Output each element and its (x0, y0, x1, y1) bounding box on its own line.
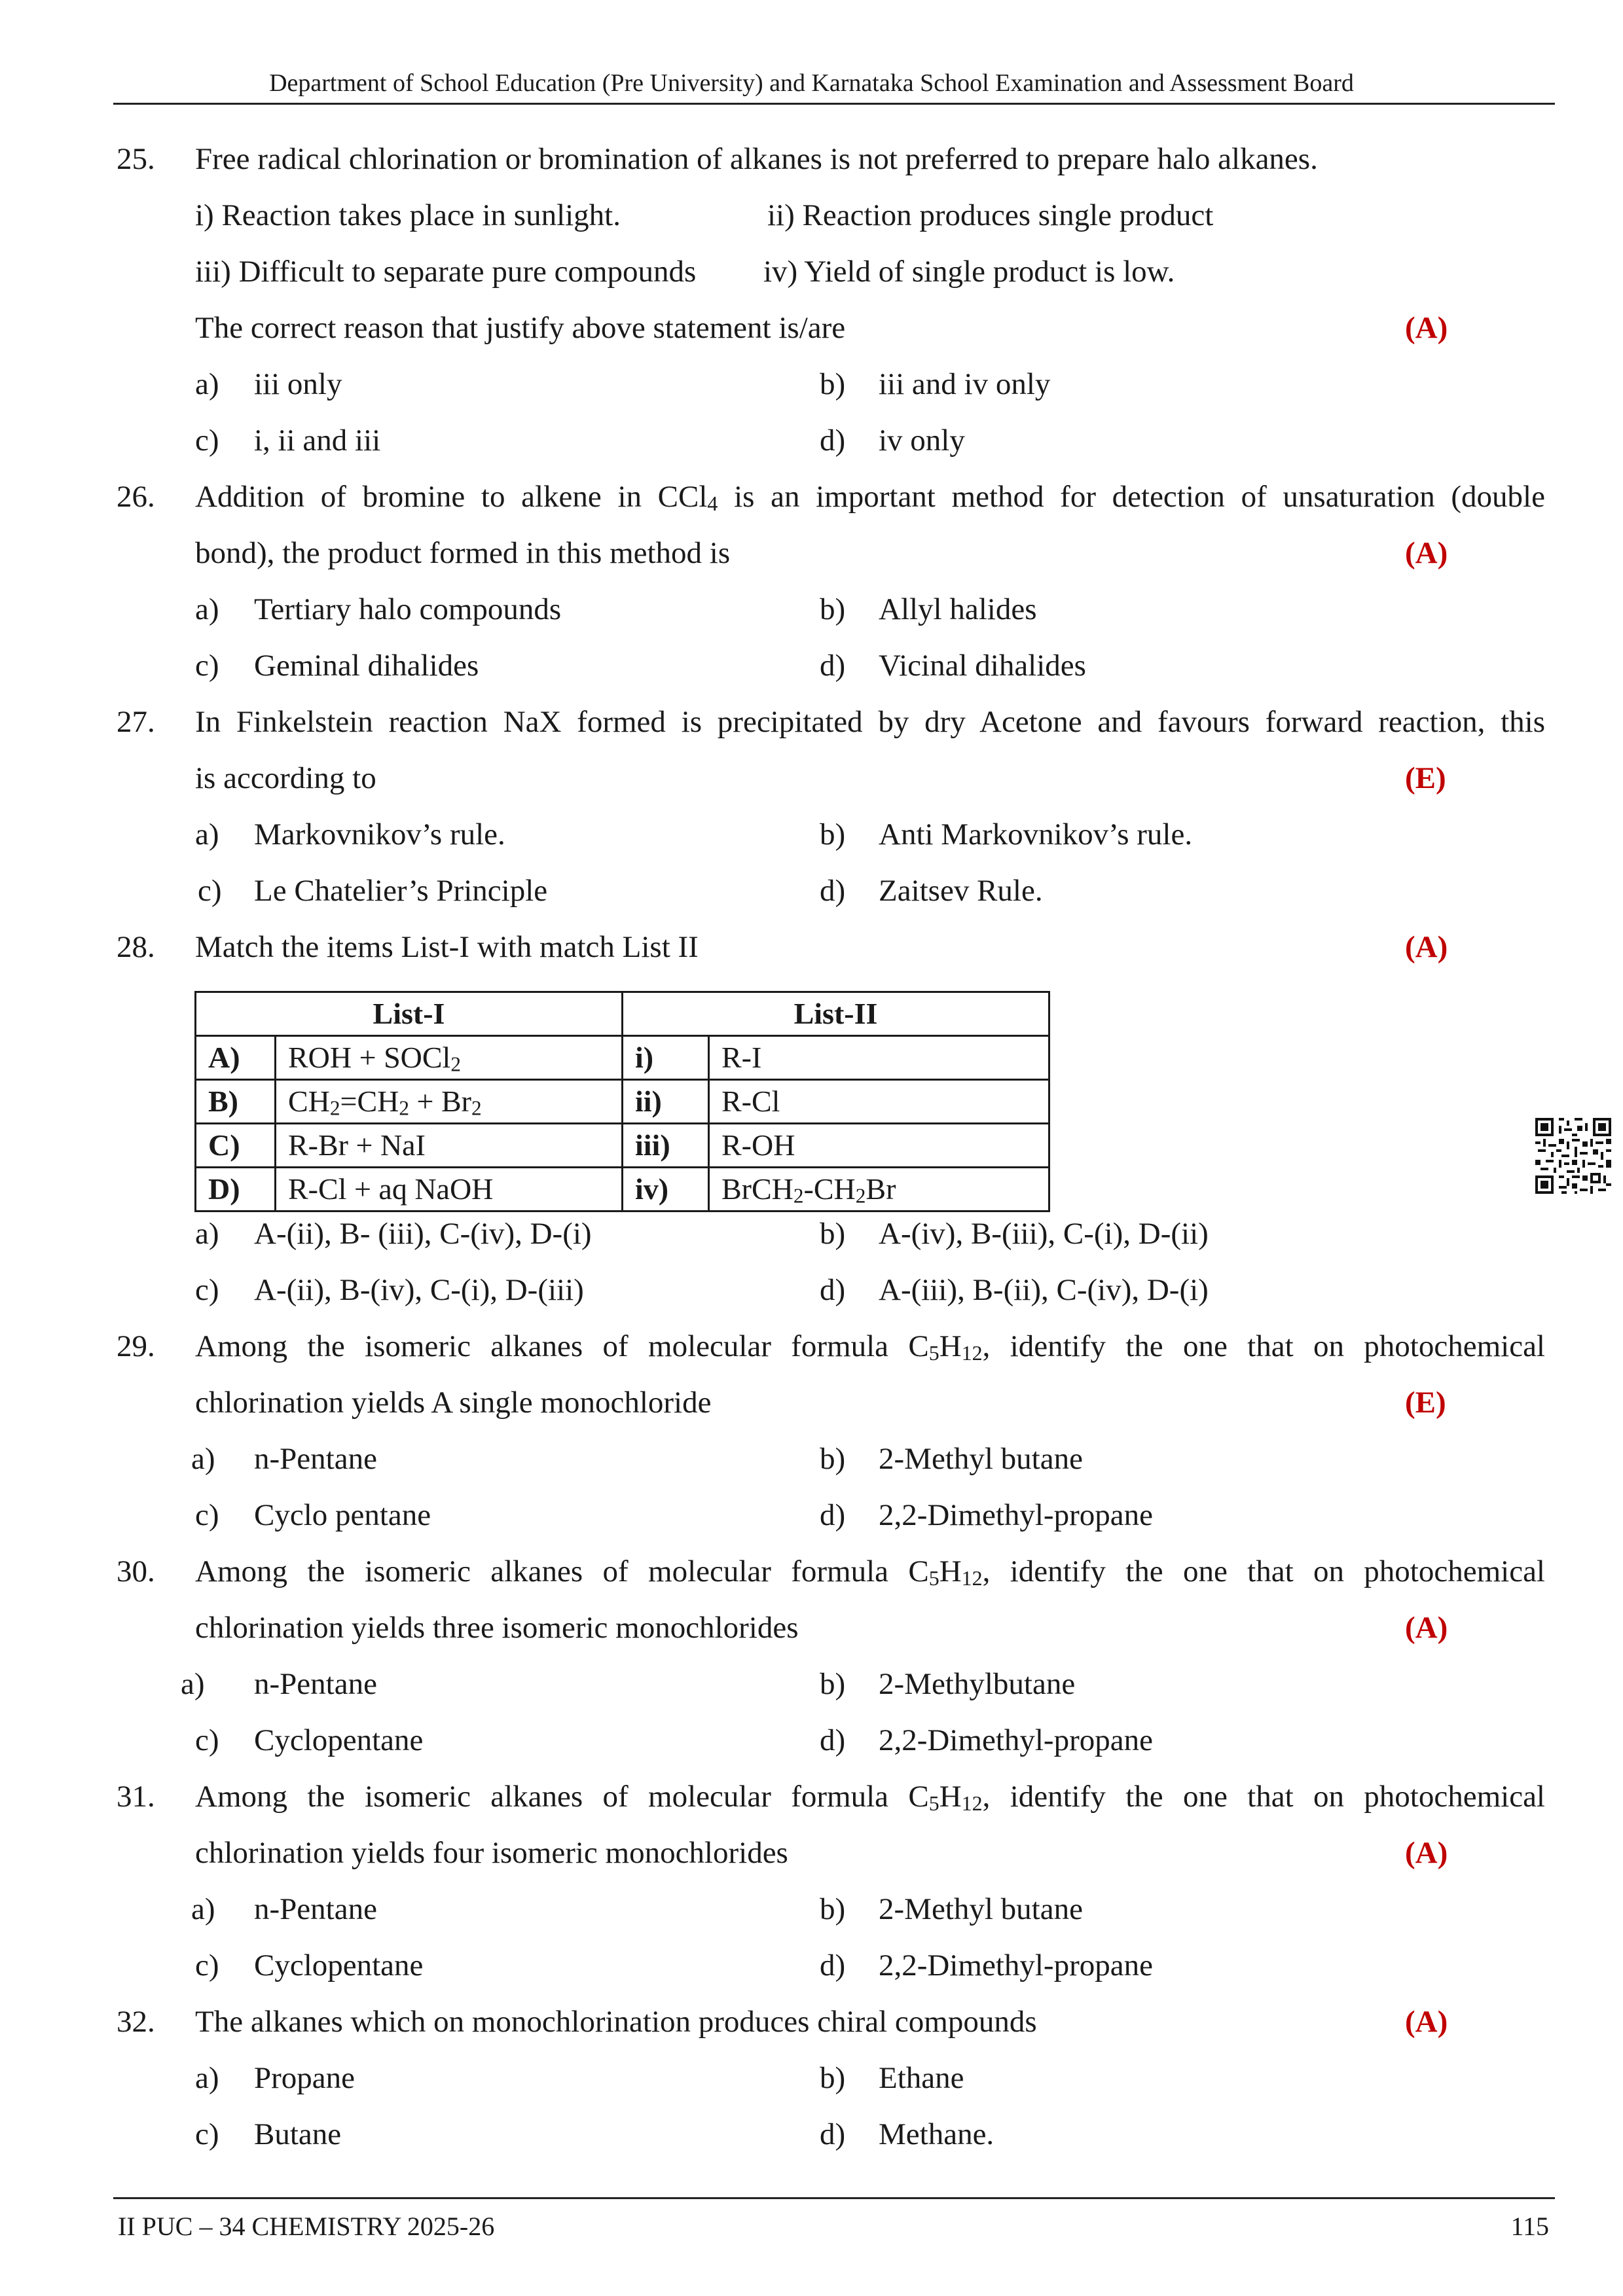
option-label: b) (820, 592, 846, 626)
options-row (0, 1656, 1623, 1712)
list-2-item: $BrCH_2-CH_2Br$ (709, 1168, 1049, 1211)
question-text: The alkanes which on monochlorination produces chiral compounds (195, 2005, 1037, 2039)
question-30 (0, 1543, 1623, 1600)
option-label: b) (820, 367, 846, 401)
option-b: Anti Markovnikov’s rule. (879, 817, 1193, 852)
option-c: Cyclo pentane (254, 1498, 431, 1532)
list-2-header: List-II (623, 992, 1049, 1036)
row-label: B) (196, 1080, 276, 1124)
header-rule (113, 103, 1555, 105)
option-label: d) (820, 1498, 846, 1532)
statement-iii: iii) Difficult to separate pure compounds (195, 255, 697, 289)
answer-key: (E) (1405, 761, 1446, 795)
question-text-cont (0, 1825, 1623, 1881)
option-label: c) (195, 1273, 219, 1307)
option-a: iii only (254, 367, 342, 401)
row-numeral: iii) (623, 1124, 709, 1168)
options-row (0, 1262, 1623, 1318)
option-d: 2,2-Dimethyl-propane (879, 1948, 1153, 1982)
question-27 (0, 694, 1623, 750)
option-label: a) (191, 1442, 215, 1476)
option-b: Ethane (879, 2061, 964, 2095)
prompt-text: The correct reason that justify above statement is/are (195, 311, 846, 345)
list-2-item: R-I (709, 1036, 1049, 1080)
footer-title: II PUC – 34 CHEMISTRY 2025-26 (118, 2212, 495, 2241)
options-row (0, 1712, 1623, 1768)
option-d: A-(iii), B-(ii), C-(iv), D-(i) (879, 1273, 1209, 1307)
option-label: b) (820, 817, 846, 852)
question-text: chlorination yields three isomeric monochlorides (195, 1611, 799, 1645)
question-text: In Finkelstein reaction NaX formed is precipitated by dry Acetone and favours forward reaction, this (195, 705, 1545, 739)
answer-key: (A) (1405, 1611, 1448, 1645)
option-label: a) (181, 1667, 205, 1701)
question-number: 32. (117, 2005, 155, 2039)
question-31 (0, 1768, 1623, 1825)
table-row (196, 1080, 1049, 1124)
row-label: C) (196, 1124, 276, 1168)
option-label: c) (195, 649, 219, 683)
options-row (0, 1487, 1623, 1543)
match-table (194, 991, 1050, 1212)
option-label: d) (820, 423, 846, 457)
question-29 (0, 1318, 1623, 1374)
option-b: 2-Methylbutane (879, 1667, 1076, 1701)
option-c: A-(ii), B-(iv), C-(i), D-(iii) (254, 1273, 584, 1307)
row-label: A) (196, 1036, 276, 1080)
option-label: c) (195, 2117, 219, 2151)
question-text: is according to (195, 761, 376, 795)
question-text: Among the isomeric alkanes of molecular formula $C_5H_{12}$, identify the one that on photochemical (195, 1329, 1545, 1365)
question-number: 31. (117, 1780, 155, 1814)
question-text: Among the isomeric alkanes of molecular formula $C_5H_{12}$, identify the one that on photochemical (195, 1554, 1545, 1590)
option-b: 2-Methyl butane (879, 1442, 1083, 1476)
option-d: iv only (879, 423, 965, 457)
option-label: a) (191, 1892, 215, 1926)
question-text-cont (0, 525, 1623, 581)
options-row (0, 637, 1623, 694)
answer-key: (A) (1405, 536, 1448, 570)
option-c: Geminal dihalides (254, 649, 479, 683)
option-c: Cyclopentane (254, 1948, 424, 1982)
option-d: Vicinal dihalides (879, 649, 1086, 683)
list-1-item: ROH + SOCl$_2$ (276, 1036, 623, 1080)
option-label: d) (820, 1948, 846, 1982)
question-text: Addition of bromine to alkene in CCl$_4$ is an important method for detection of unsaturation (double (195, 480, 1545, 515)
row-label: D) (196, 1168, 276, 1211)
option-a: Markovnikov’s rule. (254, 817, 505, 852)
options-row (0, 1881, 1623, 1937)
option-c: Le Chatelier’s Principle (254, 874, 548, 908)
option-a: n-Pentane (254, 1442, 377, 1476)
option-label: a) (195, 1217, 219, 1251)
options-row (0, 356, 1623, 412)
question-number: 30. (117, 1554, 155, 1588)
question-text-cont (0, 1374, 1623, 1431)
table-header-row (196, 992, 1049, 1036)
option-label: d) (820, 649, 846, 683)
question-text: chlorination yields A single monochloride (195, 1386, 712, 1420)
question-text: Free radical chlorination or bromination of alkanes is not preferred to prepare halo alkanes. (195, 142, 1318, 176)
answer-key: (A) (1405, 1836, 1448, 1870)
row-numeral: i) (623, 1036, 709, 1080)
option-b: Allyl halides (879, 592, 1037, 626)
option-a: Propane (254, 2061, 356, 2095)
footer-rule (113, 2197, 1555, 2199)
options-row (0, 2050, 1623, 2106)
answer-key: (A) (1405, 311, 1448, 345)
question-number: 29. (117, 1329, 155, 1363)
option-label: c) (198, 874, 222, 908)
option-label: a) (195, 2061, 219, 2095)
option-label: b) (820, 1217, 846, 1251)
page-number: 115 (1510, 2212, 1549, 2241)
list-2-item: R-Cl (709, 1080, 1049, 1124)
option-b: 2-Methyl butane (879, 1892, 1083, 1926)
statement-row (0, 243, 1623, 300)
question-number: 25. (117, 142, 155, 176)
question-number: 27. (117, 705, 155, 739)
options-row (0, 1206, 1623, 1262)
question-text: bond), the product formed in this method is (195, 536, 731, 570)
qr-code-icon[interactable] (1535, 1118, 1611, 1194)
options-row (0, 863, 1623, 919)
option-label: b) (820, 2061, 846, 2095)
table-row (196, 1036, 1049, 1080)
options-row (0, 806, 1623, 863)
list-2-item: R-OH (709, 1124, 1049, 1168)
statement-ii: ii) Reaction produces single product (767, 198, 1214, 232)
option-b: A-(iv), B-(iii), C-(i), D-(ii) (879, 1217, 1209, 1251)
option-label: b) (820, 1442, 846, 1476)
answer-key: (A) (1405, 2005, 1448, 2039)
list-1-item: R-Br + NaI (276, 1124, 623, 1168)
question-26 (0, 469, 1623, 525)
option-c: i, ii and iii (254, 423, 381, 457)
option-label: b) (820, 1892, 846, 1926)
answer-key: (A) (1405, 930, 1448, 964)
option-c: Butane (254, 2117, 342, 2151)
question-number: 28. (117, 930, 155, 964)
options-row (0, 581, 1623, 637)
page-header: Department of School Education (Pre University) and Karnataka School Examination and Assessment Board (269, 69, 1354, 97)
list-1-item: $CH_2=CH_2 + Br_2$ (276, 1080, 623, 1124)
question-text: Match the items List-I with match List II (195, 930, 699, 964)
option-label: a) (195, 817, 219, 852)
option-label: d) (820, 874, 846, 908)
statement-i: i) Reaction takes place in sunlight. (195, 198, 621, 232)
options-row (0, 1937, 1623, 1994)
option-b: iii and iv only (879, 367, 1051, 401)
option-label: d) (820, 2117, 846, 2151)
question-text-cont (0, 750, 1623, 806)
row-numeral: iv) (623, 1168, 709, 1211)
options-row (0, 1431, 1623, 1487)
answer-key: (E) (1405, 1386, 1446, 1420)
statement-iv: iv) Yield of single product is low. (763, 255, 1175, 289)
question-28 (0, 919, 1623, 975)
statement-row (0, 187, 1623, 243)
option-d: Zaitsev Rule. (879, 874, 1043, 908)
options-row (0, 2106, 1623, 2162)
question-text: Among the isomeric alkanes of molecular formula $C_5H_{12}$, identify the one that on photochemical (195, 1780, 1545, 1815)
question-text: chlorination yields four isomeric monochlorides (195, 1836, 788, 1870)
option-label: c) (195, 423, 219, 457)
option-d: 2,2-Dimethyl-propane (879, 1498, 1153, 1532)
table-row (196, 1168, 1049, 1211)
list-1-item: R-Cl + aq NaOH (276, 1168, 623, 1211)
option-a: n-Pentane (254, 1892, 377, 1926)
option-label: a) (195, 367, 219, 401)
option-a: n-Pentane (254, 1667, 377, 1701)
option-label: d) (820, 1723, 846, 1757)
option-label: c) (195, 1948, 219, 1982)
row-numeral: ii) (623, 1080, 709, 1124)
option-label: c) (195, 1498, 219, 1532)
question-32 (0, 1994, 1623, 2050)
option-d: 2,2-Dimethyl-propane (879, 1723, 1153, 1757)
table-row (196, 1124, 1049, 1168)
option-label: a) (195, 592, 219, 626)
question-prompt (0, 300, 1623, 356)
question-25 (0, 131, 1623, 187)
option-label: c) (195, 1723, 219, 1757)
option-label: d) (820, 1273, 846, 1307)
question-number: 26. (117, 480, 155, 514)
question-text-cont (0, 1600, 1623, 1656)
options-row (0, 412, 1623, 469)
option-label: b) (820, 1667, 846, 1701)
option-a: A-(ii), B- (iii), C-(iv), D-(i) (254, 1217, 592, 1251)
option-d: Methane. (879, 2117, 994, 2151)
list-1-header: List-I (196, 992, 623, 1036)
option-a: Tertiary halo compounds (254, 592, 562, 626)
option-c: Cyclopentane (254, 1723, 424, 1757)
